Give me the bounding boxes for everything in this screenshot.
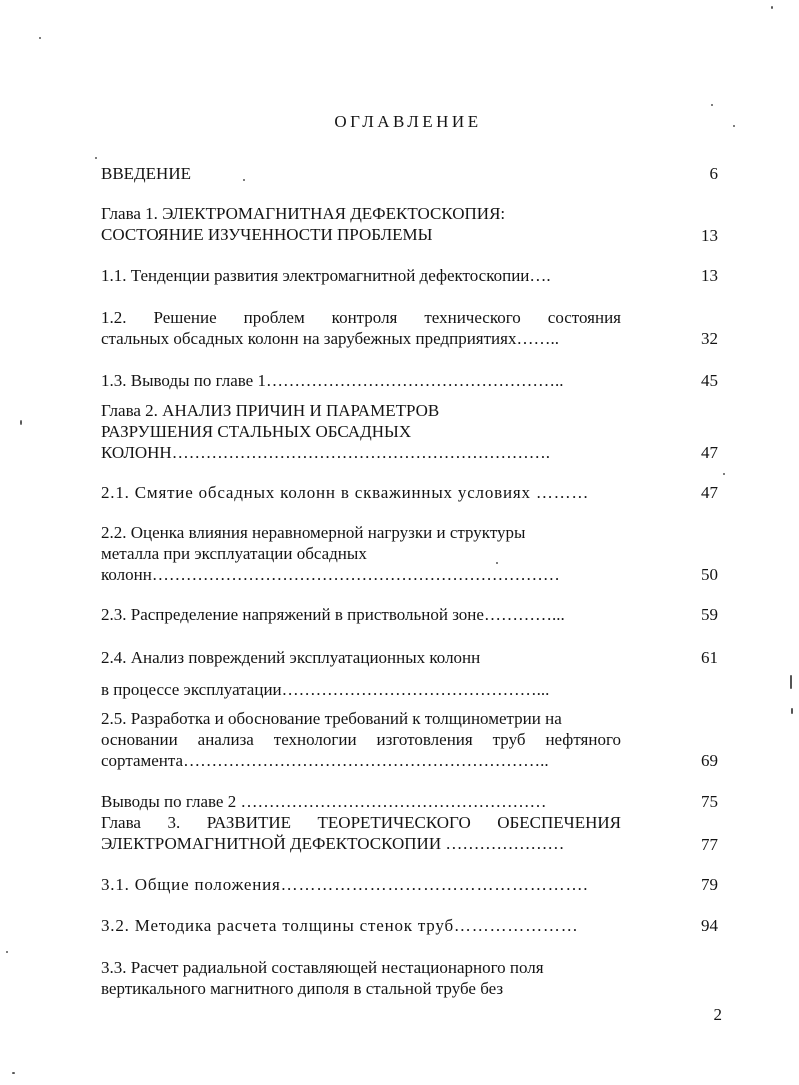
scan-speck: [6, 951, 8, 953]
toc-page-2-3: 59: [701, 605, 718, 624]
scan-speck: [790, 675, 792, 689]
toc-page-ch3: 77: [701, 835, 718, 854]
toc-entry-1-3: 1.3. Выводы по главе 1……………………………………………..: [101, 371, 564, 390]
toc-page-ch1: 13: [701, 226, 718, 245]
toc-entry-2-4-line2: в процессе эксплуатации………………………………………...: [101, 680, 550, 699]
toc-entry-2-5-line3: сортамента………………………………………………………..: [101, 751, 549, 770]
toc-entry-ch2-line3: КОЛОНН………………………………………………………….: [101, 443, 550, 462]
scan-speck: [723, 473, 725, 475]
toc-entry-3-1: 3.1. Общие положения…………………………………………….: [101, 875, 589, 894]
toc-title: ОГЛАВЛЕНИЕ: [334, 112, 482, 131]
toc-entry-1-1: 1.1. Тенденции развития электромагнитной дефектоскопии….: [101, 266, 551, 285]
toc-entry-1-2-line1: 1.2. Решение проблем контроля технического состояния: [101, 308, 621, 327]
toc-entry-3-3-line1: 3.3. Расчет радиальной составляющей нестационарного поля: [101, 958, 544, 977]
toc-page-2-5: 69: [701, 751, 718, 770]
toc-entry-ch3-line2: ЭЛЕКТРОМАГНИТНОЙ ДЕФЕКТОСКОПИИ …………………: [101, 834, 565, 853]
scan-speck: [711, 104, 713, 106]
toc-entry-2-1: 2.1. Смятие обсадных колонн в скважинных условиях ………: [101, 483, 590, 502]
toc-page-2-4: 61: [701, 648, 718, 667]
toc-page-1-1: 13: [701, 266, 718, 285]
toc-entry-ch1-line2: СОСТОЯНИЕ ИЗУЧЕННОСТИ ПРОБЛЕМЫ: [101, 225, 433, 244]
toc-entry-2-5-line2: основании анализа технологии изготовления труб нефтяного: [101, 730, 621, 749]
toc-entry-2-2-line2: металла при эксплуатации обсадных: [101, 544, 367, 563]
toc-page-1-3: 45: [701, 371, 718, 390]
toc-page-2-1: 47: [701, 483, 718, 502]
toc-entry-chapter2-conclusions: Выводы по главе 2 ………………………………………………: [101, 792, 547, 811]
toc-entry-intro: ВВЕДЕНИЕ: [101, 164, 191, 183]
toc-entry-1-2-line2: стальных обсадных колонн на зарубежных предприятиях……..: [101, 329, 559, 348]
scan-speck: [733, 125, 735, 127]
toc-page-intro: 6: [709, 164, 718, 183]
scan-speck: [243, 179, 245, 181]
toc-entry-3-2: 3.2. Методика расчета толщины стенок труб…………………: [101, 916, 579, 935]
scan-speck: [496, 562, 498, 564]
toc-entry-2-5-line1: 2.5. Разработка и обоснование требований к толщинометрии на: [101, 709, 562, 728]
toc-entry-ch2-line2: РАЗРУШЕНИЯ СТАЛЬНЫХ ОБСАДНЫХ: [101, 422, 412, 441]
scan-speck: [39, 37, 41, 39]
toc-entry-2-4-line1: 2.4. Анализ повреждений эксплуатационных колонн: [101, 648, 481, 667]
page-number: 2: [713, 1005, 722, 1024]
toc-entry-2-3: 2.3. Распределение напряжений в приствольной зоне…………...: [101, 605, 565, 624]
toc-entry-ch1-line1: Глава 1. ЭЛЕКТРОМАГНИТНАЯ ДЕФЕКТОСКОПИЯ:: [101, 204, 506, 223]
toc-page-3-1: 79: [701, 875, 718, 894]
toc-page-1-2: 32: [701, 329, 718, 348]
scan-speck: [771, 6, 773, 9]
toc-page-ch2: 47: [701, 443, 718, 462]
toc-entry-ch2-line1: Глава 2. АНАЛИЗ ПРИЧИН И ПАРАМЕТРОВ: [101, 401, 440, 420]
toc-page-chapter2-conclusions: 75: [701, 792, 718, 811]
scan-speck: [791, 708, 793, 714]
toc-entry-ch3-line1: Глава 3. РАЗВИТИЕ ТЕОРЕТИЧЕСКОГО ОБЕСПЕЧЕНИЯ: [101, 813, 621, 832]
toc-entry-3-3-line2: вертикального магнитного диполя в стальной трубе без: [101, 979, 504, 998]
scan-speck: [20, 420, 22, 425]
toc-page-3-2: 94: [701, 916, 718, 935]
scan-speck: [12, 1072, 15, 1074]
toc-page-2-2: 50: [701, 565, 718, 584]
toc-entry-2-2-line3: колонн………………………………………………………………: [101, 565, 560, 584]
toc-entry-2-2-line1: 2.2. Оценка влияния неравномерной нагрузки и структуры: [101, 523, 526, 542]
scan-speck: [95, 157, 97, 159]
